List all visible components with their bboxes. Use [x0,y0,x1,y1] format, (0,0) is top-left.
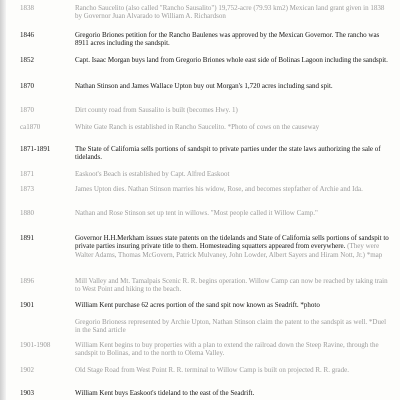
entry-text: The State of California sells portions of sandspit to private parties under the state laws authorizing the sale of tidelands. [75,145,381,162]
entry-text-block [75,234,393,259]
entry-text: Mill Valley and Mt. Tamalpais Scenic R. R. begins operation. Willow Camp can now be reached by taking train to West Point and hiking to the beach. [75,277,388,294]
entry-year: 1880 [20,209,34,217]
entry-text: Nathan Stinson and James Wallace Upton buy out Morgan's 1,720 acres including sand spit. [75,82,333,90]
entry-year: 1871-1891 [20,145,51,153]
entry-text: Nathan and Rose Stinson set up tent in willows. "Most people called it Willow Camp." [75,209,318,217]
entry-year: 1871 [20,170,34,178]
entry-year: 1891 [20,234,34,242]
page-edge-shadow [0,0,6,400]
entry-text: William Kent begins to buy properties with a plan to extend the railroad down the Steep Ravine, through the sandspit to Bolinas, and to the north to Olema Valley. [75,341,379,358]
entry-text: Easkoot's Beach is established by Capt. Alfred Easkoot [75,170,230,178]
entry-year: 1838 [20,4,34,12]
entry-year: 1852 [20,56,34,64]
entry-text: Capt. Isaac Morgan buys land from Gregorio Briones whole east side of Bolinas Lagoon including the sandspit. [75,56,388,64]
entry-text: Gregorio Brioness represented by Archie Upton, Nathan Stinson claim the patent to the sandspit as well. *Duel in the Sand article [75,318,387,335]
entry-year: 1903 [20,389,34,397]
entry-text-extra: (They were Walter Adams, Thomas McGovern, Patrick Mulvaney, John Lowder, Albert Sayers and Hiram Nott, Jr.) *map [75,242,383,259]
entry-text: William Kent buys Easkoot's tideland to the east of the Seadrift. [75,389,255,397]
entry-text: Old Stage Road from West Point R. R. terminal to Willow Camp is built on projected R. R. grade. [75,366,350,374]
entry-year: ca1870 [20,123,41,131]
entry-year: 1870 [20,106,34,114]
entry-year: 1846 [20,31,34,39]
entry-year: 1902 [20,366,34,374]
entry-text: William Kent purchase 62 acres portion of the sand spit now known as Seadrift. *photo [75,301,320,309]
entry-text: Rancho Saucelito (also called "Rancho Sausalito") 19,752-acre (79.93 km2) Mexican land grant given in 1838 by Governor Juan Alvarado to William A. Richardson [75,4,385,21]
entry-year: 1870 [20,82,34,90]
entry-text: Dirt county road from Sausalito is built (becomes Hwy. 1) [75,106,238,114]
entry-text: White Gate Ranch is established in Rancho Saucelito. *Photo of cows on the causeway [75,123,320,131]
entry-text: Governor H.H.Merkham issues state patents on the tidelands and State of California sells portions of sandspit to private parties insuring private title to them. Homesteading squatters appeared from everywhere. [75,234,389,251]
entry-year: 1873 [20,185,34,193]
entry-year: 1901-1908 [20,341,51,349]
entry-year: 1896 [20,277,34,285]
entry-text: James Upton dies. Nathan Stinson marries his widow, Rose, and becomes stepfather of Archie and Ida. [75,185,363,193]
entry-year: 1901 [20,301,34,309]
entry-text: Gregorio Briones petition for the Rancho Baulenes was approved by the Mexican Governor. The rancho was 8911 acres including the sandspit. [75,31,380,48]
